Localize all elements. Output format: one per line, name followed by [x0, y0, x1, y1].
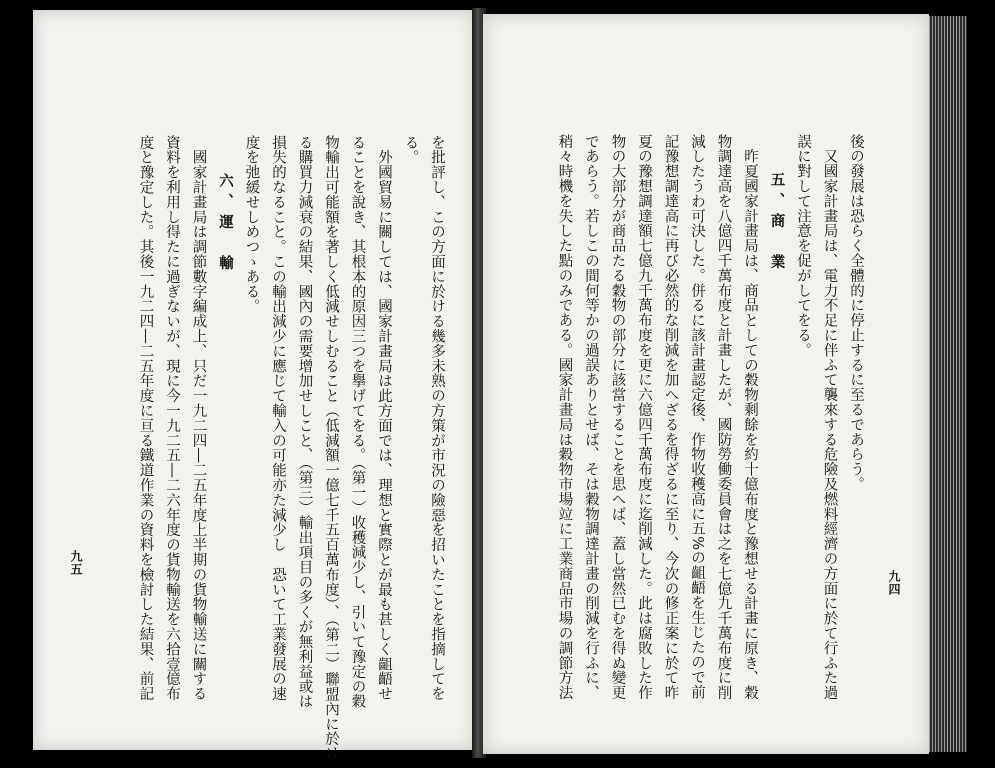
left-page	[33, 10, 475, 762]
text-column: 夏の豫想調達額七億九千萬布度を更に六億四千萬布度に迄削減した。此は腐敗した作	[636, 134, 652, 701]
text-column: 記豫想調達高に再び必然的な削減を加へざるを得ざるに至り、今次の修正案に於て昨	[662, 134, 679, 701]
text-column: 損失的なること。この輸出減少に應じて輸入の可能亦た減少し 恐いて工業發展の速	[270, 135, 286, 702]
text-column: 物輸出可能額を著しく低減せしむること（低減額一億七千五百萬布度）、（第二）聯盟內に於け	[323, 135, 339, 762]
text-column: 度と豫定した。其後一九二四―二五年度に亘る鐵道作業の資料を檢討した結果、前記	[137, 135, 154, 702]
right-page	[483, 14, 929, 754]
text-column: 外國貿易に關しては、國家計畫局は此方面では、理想と實際とが最も甚しく齟齬せ	[376, 135, 392, 702]
page-number-left: 九五	[69, 550, 83, 576]
section-heading-index: 五	[768, 171, 786, 193]
text-column: 物調達高を八億四千萬布度と計畫したが、國防勞働委員會は之を七億九千萬布度に削	[715, 134, 732, 701]
text-column: 度を弛緩せしめつゝある。	[243, 135, 260, 314]
text-column: 物の大部分が商品たる穀物の部分に該當することを思へば、蓋し當然已むを得ぬ變更	[609, 134, 626, 701]
text-column: 資料を利用し得たに過ぎないが、現に今一九二五―二六年度の貨物輸送を六拾壹億布	[164, 135, 180, 702]
section-heading-commerce: 五、商 業	[768, 171, 786, 275]
text-column: る購買力減衰の結果、國內の需要增加せしこと、（第三）輸出項目の多くが無利益或は	[296, 135, 313, 709]
section-heading-title: 商 業	[768, 212, 786, 275]
text-column: 又國家計畫局は、電力不足に伴ふて襲來する危險及燃料經濟の方面に於て行ふた過	[821, 134, 838, 701]
text-column: ることを說き、其根本的原因三つを擧げてをる。（第一）收穫減少し、引いて豫定の穀	[349, 135, 366, 709]
text-column: 國家計畫局は調節數字編成上、只だ一九二四―二五年度上半期の貨物輸送に關する	[190, 135, 207, 702]
text-column: る。	[402, 135, 419, 165]
page-edge	[929, 16, 967, 752]
page-number-right: 九四	[887, 570, 901, 596]
section-heading-title: 運 輸	[217, 213, 234, 276]
text-column: を批評し、この方面に於ける幾多未熟の方策が市況の險惡を招いたことを指摘してを	[429, 135, 445, 702]
text-column: 減したうわ可決した。併るに該計畫認定後、作物收穫高に五%の齟齬を生じたので前	[689, 134, 705, 700]
right-page-text	[551, 134, 869, 739]
left-page-text	[132, 135, 450, 762]
section-heading-index: 六	[217, 172, 234, 194]
text-column: 稍々時機を失した點のみである。國家計畫局は穀物市場竝に工業商品市場の調節方法	[556, 134, 573, 701]
text-column: であらう。若しこの間何等かの過誤ありとせば、そは穀物調達計畫の削減を行ふに、	[583, 134, 599, 701]
text-column: 誤に對して注意を促がしてをる。	[795, 134, 811, 358]
section-heading-transport: 六、運 輸	[217, 172, 234, 276]
text-column: 後の發展は恐らく全體的に停止するに至るであらう。	[848, 134, 864, 492]
text-column: 昨夏國家計畫局は、商品としての穀物剩餘を約十億布度と豫想せる計畫に原き、穀	[742, 134, 758, 701]
